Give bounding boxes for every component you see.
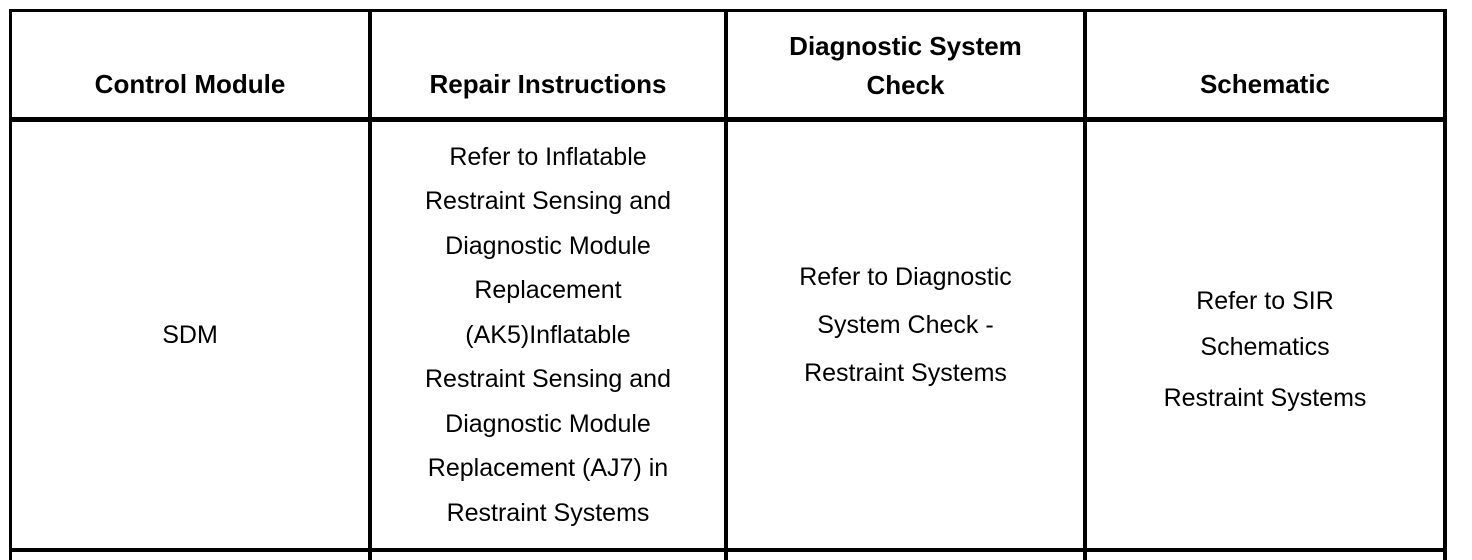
header-diagnostic-line-2: Check (866, 69, 945, 100)
repair-line: Replacement (474, 276, 622, 305)
repair-line: Restraint Sensing and (425, 365, 671, 394)
table-right-border (1443, 9, 1447, 560)
cell-diagnostic-system-check (728, 122, 1083, 548)
cell-repair-instructions (372, 122, 724, 548)
repair-line: Restraint Sensing and (425, 187, 671, 216)
diagnostic-text (799, 253, 1012, 397)
header-diagnostic-system-check (728, 12, 1083, 117)
repair-line: Diagnostic Module (445, 409, 651, 438)
diagnostic-line: Refer to Diagnostic (799, 263, 1012, 291)
repair-instructions-text (425, 135, 671, 536)
repair-line: Refer to Inflatable (449, 142, 647, 171)
diagnostic-line: System Check - (817, 311, 994, 339)
schematic-line: Refer to SIR (1196, 287, 1334, 315)
header-schematic-label: Schematic (1199, 69, 1331, 99)
repair-line: Restraint Systems (446, 498, 650, 527)
repair-line: Replacement (AJ7) in (427, 454, 669, 483)
cell-control-module (12, 122, 368, 548)
schematic-line: Schematics (1200, 333, 1330, 361)
header-control-module (12, 12, 368, 117)
repair-line: Diagnostic Module (445, 231, 651, 260)
cell-schematic (1087, 122, 1443, 548)
header-schematic (1087, 12, 1443, 117)
header-repair-instructions (372, 12, 724, 117)
schematic-text (1164, 278, 1367, 426)
header-diagnostic-line-1: Diagnostic System (789, 30, 1022, 61)
diagnostic-line: Restraint Systems (804, 359, 1007, 387)
table-bottom-border (9, 548, 1447, 552)
header-repair-instructions-label: Repair Instructions (429, 69, 667, 99)
control-module-table (9, 9, 1447, 560)
control-module-value: SDM (162, 320, 218, 349)
repair-line: (AK5)Inflatable (465, 320, 631, 349)
schematic-line: Restraint Systems (1163, 384, 1367, 412)
header-control-module-label: Control Module (94, 69, 286, 99)
